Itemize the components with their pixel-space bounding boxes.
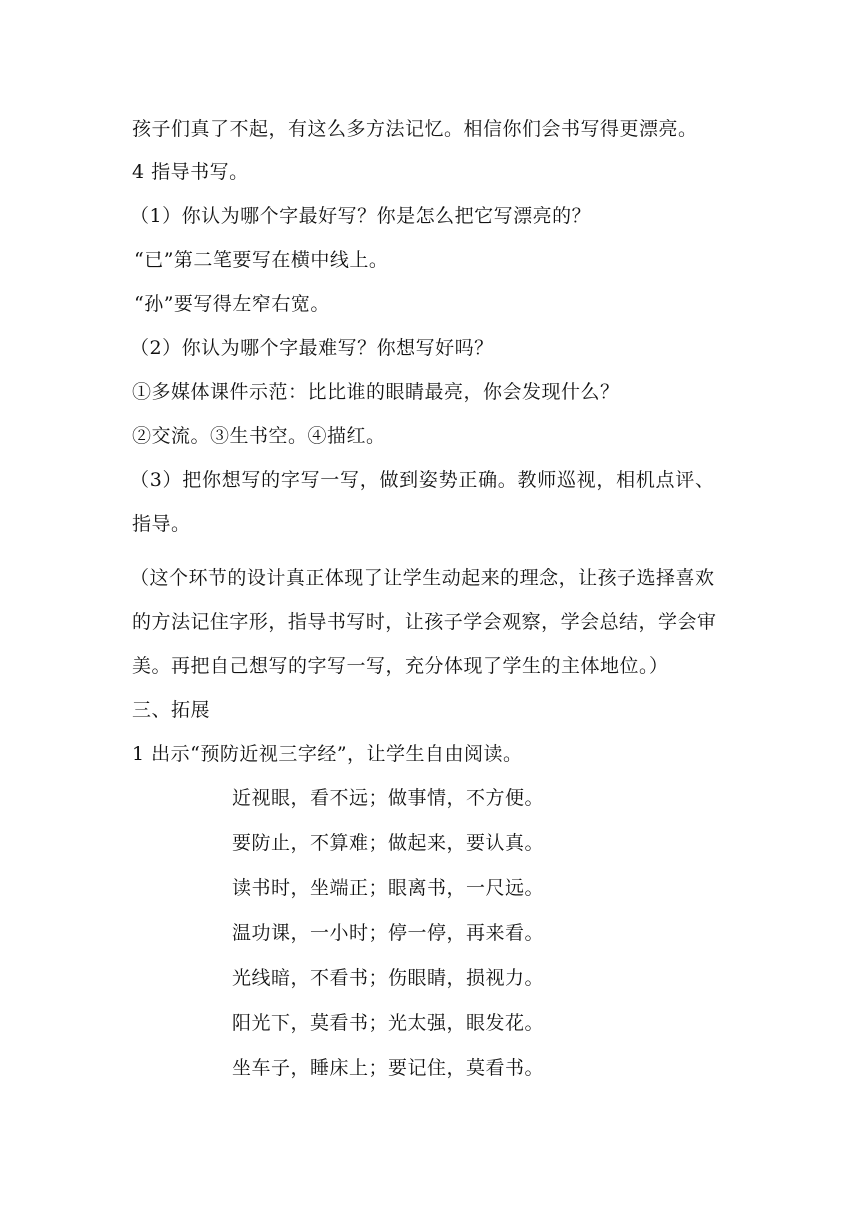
poem-line: 光线暗，不看书；伤眼睛，损视力。 xyxy=(232,967,545,989)
step-demo: ①多媒体课件示范：比比谁的眼睛最亮，你会发现什么？ xyxy=(132,381,620,403)
poem-line: 要防止，不算难；做起来，要认真。 xyxy=(232,832,545,854)
section-heading-extension: 三、拓展 xyxy=(132,699,211,721)
poem-line: 温功课，一小时；停一停，再来看。 xyxy=(232,922,545,944)
step-heading-writing: 4 指导书写。 xyxy=(132,161,249,183)
poem-line: 读书时，坐端正；眼离书，一尺远。 xyxy=(232,877,545,899)
step-show-rhyme: 1 出示“预防近视三字经”，让学生自由阅读。 xyxy=(132,743,523,765)
question-3-line-2: 指导。 xyxy=(132,513,191,535)
commentary-line-3: 美。再把自己想写的字写一写，充分体现了学生的主体地位。） xyxy=(132,655,669,677)
question-2: （2）你认为哪个字最难写？你想写好吗？ xyxy=(130,337,494,359)
question-3-line-1: （3）把你想写的字写一写，做到姿势正确。教师巡视，相机点评、 xyxy=(130,469,714,491)
poem-line: 阳光下，莫看书；光太强，眼发花。 xyxy=(232,1012,545,1034)
answer-yi: “已”第二笔要写在横中线上。 xyxy=(134,249,389,271)
poem-line: 坐车子，睡床上；要记住，莫看书。 xyxy=(232,1057,545,1079)
question-1: （1）你认为哪个字最好写？你是怎么把它写漂亮的？ xyxy=(130,205,592,227)
commentary-line-2: 的方法记住字形，指导书写时，让孩子学会观察，学会总结，学会审 xyxy=(132,611,716,633)
commentary-line-1: （这个环节的设计真正体现了让学生动起来的理念，让孩子选择喜欢 xyxy=(130,567,714,589)
step-exchange: ②交流。③生书空。④描红。 xyxy=(132,425,386,447)
paragraph-praise: 孩子们真了不起，有这么多方法记忆。相信你们会书写得更漂亮。 xyxy=(132,118,698,140)
poem-line: 近视眼，看不远；做事情，不方便。 xyxy=(232,787,545,809)
answer-sun: “孙”要写得左窄右宽。 xyxy=(134,293,330,315)
